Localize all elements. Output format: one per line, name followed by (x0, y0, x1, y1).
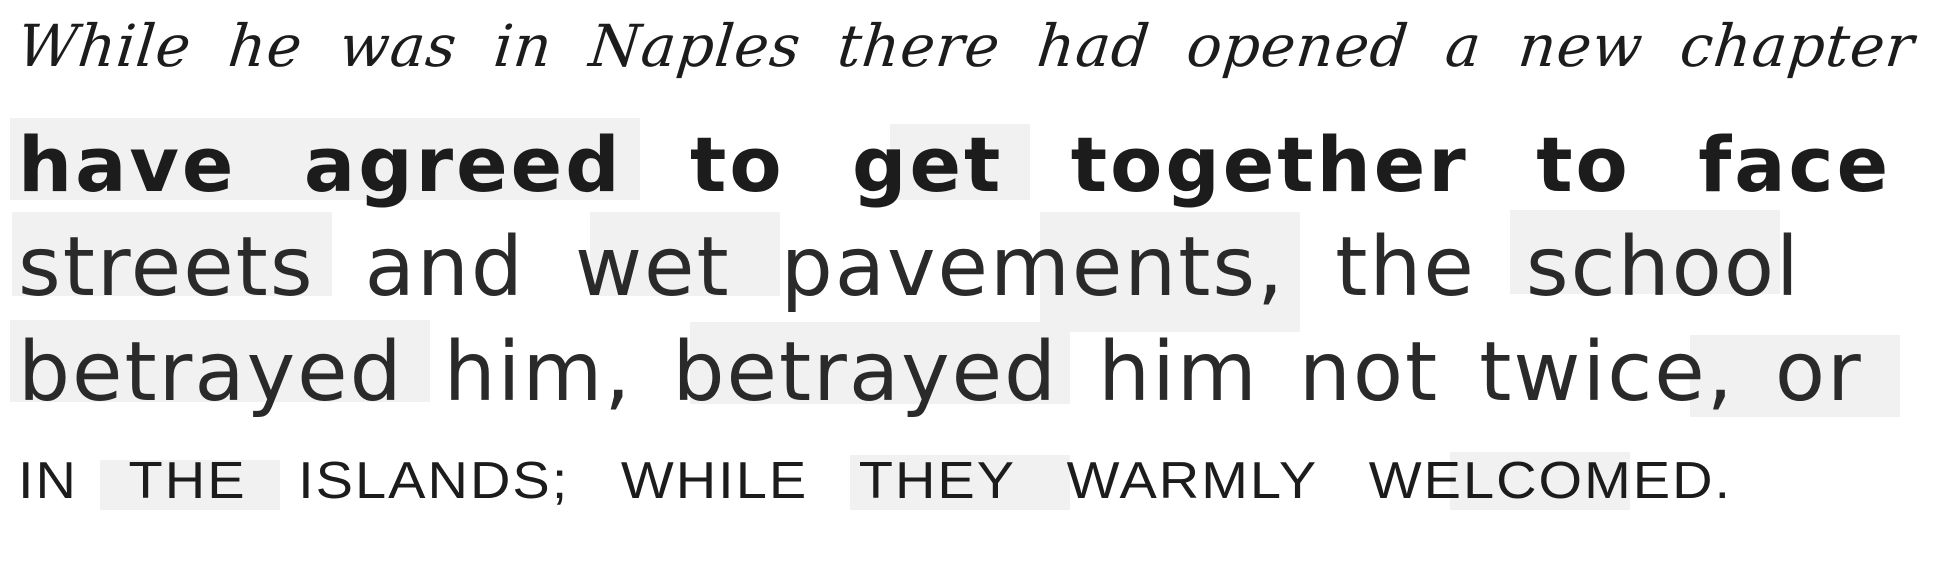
handwritten-line-3: streets and wet pavements, the school (18, 220, 1801, 315)
handwritten-line-4: betrayed him, betrayed him not twice, or (18, 325, 1863, 420)
handwritten-line-5: IN THE ISLANDS; WHILE THEY WARMLY WELCOMED. (18, 450, 1733, 509)
handwritten-line-1: While he was in Naples there had opened a new chapter (14, 12, 1919, 80)
handwritten-line-2: have agreed to get together to face (18, 120, 1892, 209)
